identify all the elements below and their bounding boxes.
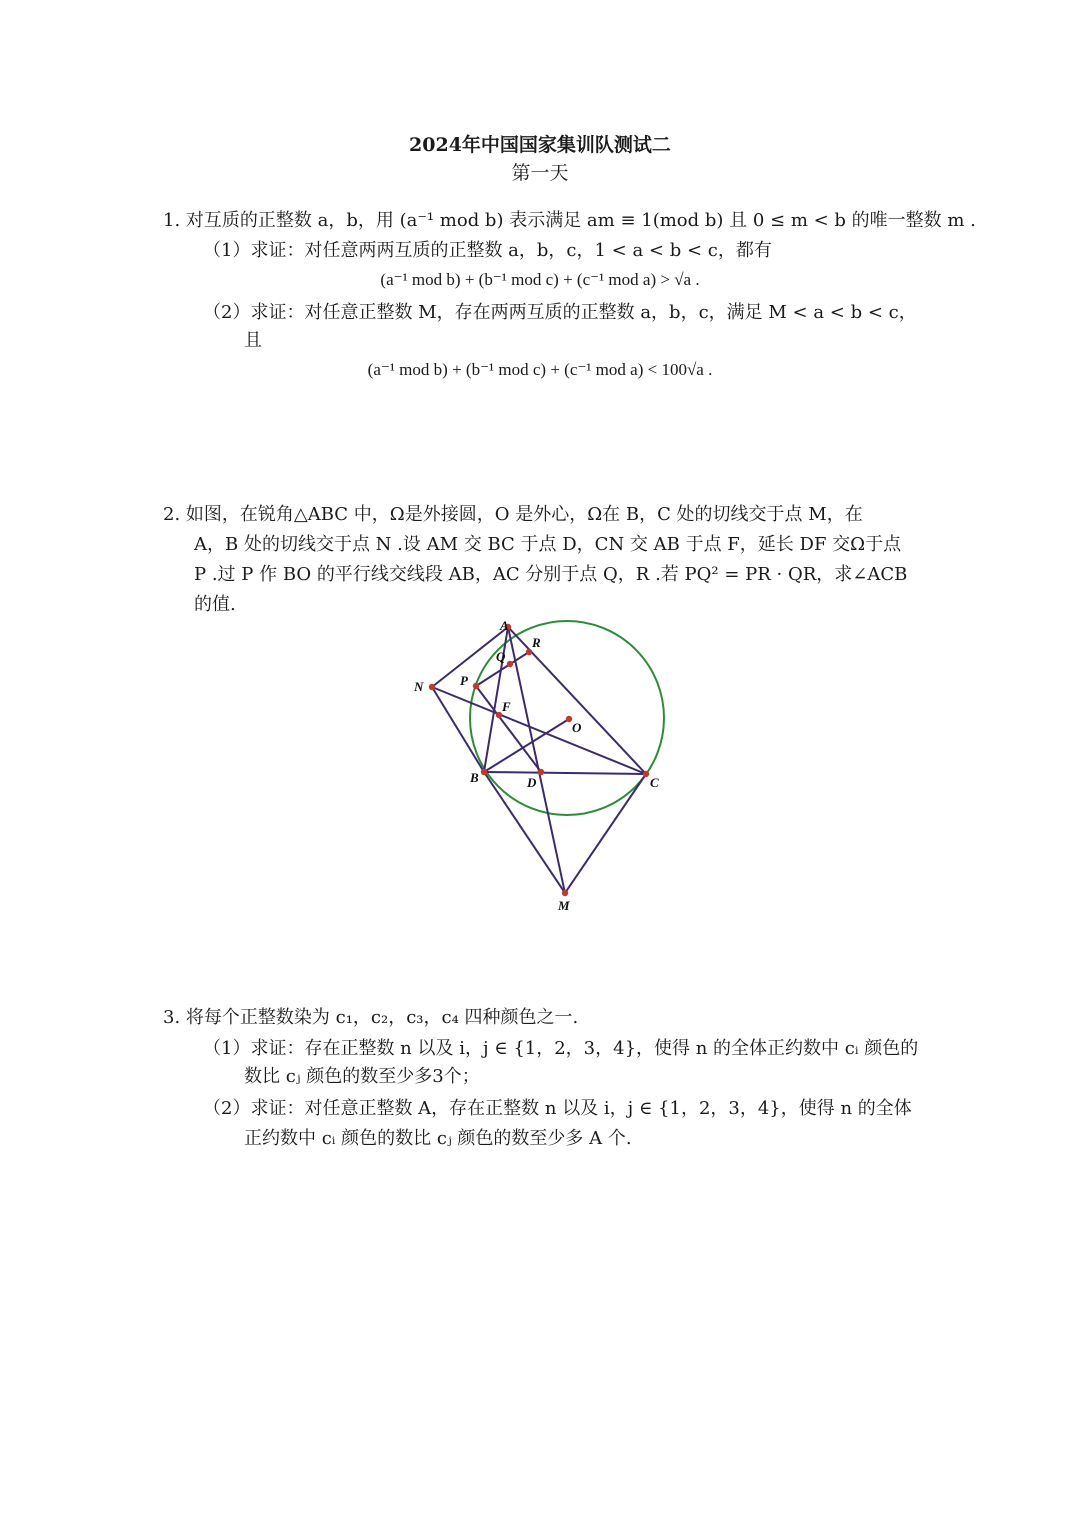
- point-D: [538, 769, 544, 775]
- problem3-part2-line1: （2）求证：对任意正整数 A，存在正整数 n 以及 i，j ∈ {1，2，3，4}，使得 n 的全体: [203, 1098, 912, 1119]
- label-F: F: [502, 699, 511, 714]
- segment-BC: [484, 772, 646, 774]
- label-C: C: [650, 775, 659, 790]
- label-O: O: [572, 720, 582, 735]
- problem1-intro: 1. 对互质的正整数 a，b，用 (a⁻¹ mod b) 表示满足 am ≡ 1(mod b) 且 0 ≤ m < b 的唯一整数 m .: [163, 210, 976, 231]
- label-P: P: [460, 673, 468, 688]
- problem2-line1: 2. 如图，在锐角△ABC 中，Ω是外接圆，O 是外心，Ω在 B，C 处的切线交于点 M，在: [163, 504, 863, 525]
- point-B: [481, 769, 487, 775]
- point-C: [643, 771, 649, 777]
- page-title: 2024年中国国家集训队测试二: [409, 134, 671, 156]
- problem1-part1-formula: (a⁻¹ mod b) + (b⁻¹ mod c) + (c⁻¹ mod a) > √a .: [380, 270, 700, 289]
- point-Q: [507, 661, 513, 667]
- tangent-CM: [565, 774, 646, 893]
- problem2-line3: P .过 P 作 BO 的平行线交线段 AB，AC 分别于点 Q，R .若 PQ² = PR · QR，求∠ACB: [194, 564, 908, 585]
- problem2-line2: A，B 处的切线交于点 N .设 AM 交 BC 于点 D，CN 交 AB 于点 F，延长 DF 交Ω于点: [194, 534, 902, 555]
- segment-AM: [508, 627, 565, 893]
- label-A: A: [500, 618, 509, 633]
- tangent-NB: [432, 687, 484, 772]
- label-B: B: [470, 770, 479, 785]
- page-subtitle: 第一天: [511, 162, 569, 184]
- segment-BO: [484, 719, 569, 772]
- problem1-part2-text: （2）求证：对任意正整数 M，存在两两互质的正整数 a，b，c，满足 M < a < b < c，: [203, 302, 917, 323]
- problem3-part1-line1: （1）求证：存在正整数 n 以及 i，j ∈ {1，2，3，4}，使得 n 的全体正约数中 cᵢ 颜色的: [203, 1038, 919, 1059]
- problem3-line1: 3. 将每个正整数染为 c₁，c₂，c₃，c₄ 四种颜色之一.: [163, 1007, 579, 1028]
- point-M: [562, 890, 568, 896]
- point-N: [429, 684, 435, 690]
- problem1-part1-text: （1）求证：对任意两两互质的正整数 a，b，c，1 < a < b < c，都有: [203, 240, 772, 261]
- problem1-part2-formula: (a⁻¹ mod b) + (b⁻¹ mod c) + (c⁻¹ mod a) < 100√a .: [367, 360, 713, 379]
- segment-NC: [432, 687, 646, 774]
- label-N: N: [414, 679, 424, 694]
- label-Q: Q: [496, 649, 506, 664]
- problem3-part1-line2: 数比 cⱼ 颜色的数至少多3个；: [244, 1066, 480, 1087]
- figure-lines: [432, 627, 646, 893]
- label-R: R: [532, 635, 541, 650]
- problem2-line4: 的值.: [194, 594, 236, 615]
- point-P: [473, 683, 479, 689]
- problem3-part2-line2: 正约数中 cᵢ 颜色的数比 cⱼ 颜色的数至少多 A 个.: [244, 1128, 632, 1149]
- label-M: M: [558, 898, 570, 913]
- label-D: D: [527, 775, 537, 790]
- problem1-part2-cont: 且: [244, 330, 262, 351]
